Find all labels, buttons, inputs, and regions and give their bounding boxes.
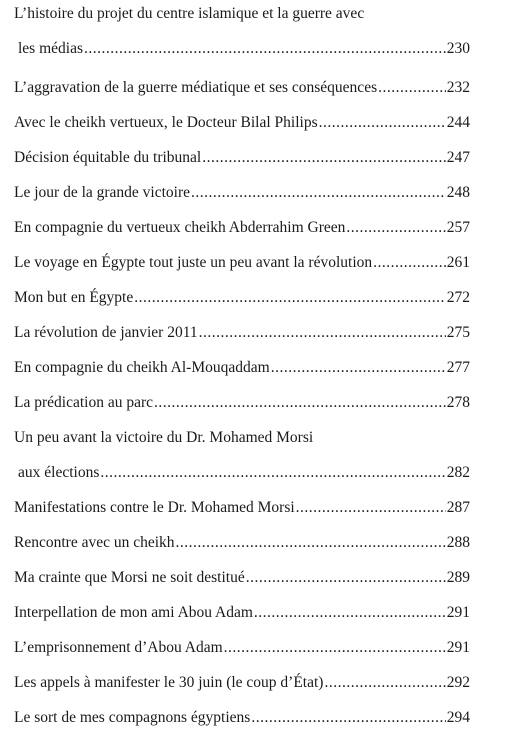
table-of-contents <box>14 0 470 735</box>
toc-entry-page: 278 <box>446 394 470 411</box>
dot-leader <box>319 114 446 131</box>
dot-leader <box>346 219 445 236</box>
dot-leader <box>324 674 445 691</box>
dot-leader <box>191 184 446 201</box>
dot-leader <box>154 394 446 411</box>
toc-entry <box>14 70 470 105</box>
toc-entry <box>14 595 470 630</box>
toc-entry <box>14 420 470 490</box>
toc-entry <box>14 630 470 665</box>
toc-entry-title: L’aggravation de la guerre médiatique et ses conséquences <box>14 79 378 96</box>
toc-entry <box>14 175 470 210</box>
toc-entry-page: 232 <box>446 79 470 96</box>
toc-entry <box>14 700 470 735</box>
dot-leader <box>224 639 446 656</box>
toc-entry <box>14 665 470 700</box>
toc-entry-title-continued: aux élections <box>18 464 100 481</box>
toc-entry-title: Avec le cheikh vertueux, le Docteur Bilal Philips <box>14 114 318 131</box>
toc-entry-page: 287 <box>446 499 470 516</box>
toc-entry-title: L’histoire du projet du centre islamique et la guerre avec <box>14 5 365 22</box>
toc-entry <box>14 280 470 315</box>
toc-entry-title: En compagnie du cheikh Al-Mouqaddam <box>14 359 270 376</box>
toc-entry-title: En compagnie du vertueux cheikh Abderrahim Green <box>14 219 346 236</box>
dot-leader <box>378 79 446 96</box>
toc-entry-title: Les appels à manifester le 30 juin (le coup d’État) <box>14 674 324 691</box>
dot-leader <box>202 149 446 166</box>
toc-entry-page: 289 <box>446 569 470 586</box>
toc-entry-title: Le voyage en Égypte tout juste un peu avant la révolution <box>14 254 373 271</box>
toc-entry-page: 230 <box>446 40 470 57</box>
dot-leader <box>84 40 446 57</box>
toc-entry-page: 294 <box>446 709 470 726</box>
toc-entry <box>14 490 470 525</box>
dot-leader <box>100 464 445 481</box>
dot-leader <box>251 709 445 726</box>
toc-entry-title-continued: les médias <box>18 40 83 57</box>
toc-entry-page: 272 <box>446 289 470 306</box>
toc-entry-page: 291 <box>446 604 470 621</box>
dot-leader <box>254 604 446 621</box>
toc-entry-title: L’emprisonnement d’Abou Adam <box>14 639 223 656</box>
toc-entry-page: 275 <box>446 324 470 341</box>
toc-entry <box>14 0 470 70</box>
toc-entry-page: 244 <box>446 114 470 131</box>
toc-entry-page: 261 <box>446 254 470 271</box>
toc-entry-title: La prédication au parc <box>14 394 153 411</box>
toc-entry <box>14 315 470 350</box>
toc-entry-page: 292 <box>446 674 470 691</box>
dot-leader <box>373 254 446 271</box>
toc-entry <box>14 140 470 175</box>
toc-entry-page: 247 <box>446 149 470 166</box>
toc-entry <box>14 105 470 140</box>
dot-leader <box>199 324 446 341</box>
dot-leader <box>134 289 446 306</box>
dot-leader <box>176 534 446 551</box>
toc-entry-title: Mon but en Égypte <box>14 289 134 306</box>
toc-entry-title: Un peu avant la victoire du Dr. Mohamed Morsi <box>14 429 314 446</box>
toc-entry-page: 288 <box>446 534 470 551</box>
toc-entry-title: Décision équitable du tribunal <box>14 149 202 166</box>
toc-entry <box>14 245 470 280</box>
toc-entry-title: Manifestations contre le Dr. Mohamed Morsi <box>14 499 295 516</box>
toc-entry <box>14 210 470 245</box>
toc-entry-page: 257 <box>446 219 470 236</box>
toc-entry-page: 282 <box>446 464 470 481</box>
dot-leader <box>246 569 446 586</box>
toc-entry-title: Interpellation de mon ami Abou Adam <box>14 604 253 621</box>
toc-entry <box>14 350 470 385</box>
dot-leader <box>296 499 446 516</box>
toc-entry-title: Rencontre avec un cheikh <box>14 534 175 551</box>
toc-entry-page: 291 <box>446 639 470 656</box>
toc-entry <box>14 560 470 595</box>
toc-entry-title: La révolution de janvier 2011 <box>14 324 198 341</box>
toc-entry-title: Le sort de mes compagnons égyptiens <box>14 709 251 726</box>
toc-entry-page: 248 <box>446 184 470 201</box>
dot-leader <box>271 359 446 376</box>
toc-entry <box>14 385 470 420</box>
toc-entry-title: Le jour de la grande victoire <box>14 184 191 201</box>
toc-entry-page: 277 <box>446 359 470 376</box>
toc-entry <box>14 525 470 560</box>
toc-entry-title: Ma crainte que Morsi ne soit destitué <box>14 569 245 586</box>
